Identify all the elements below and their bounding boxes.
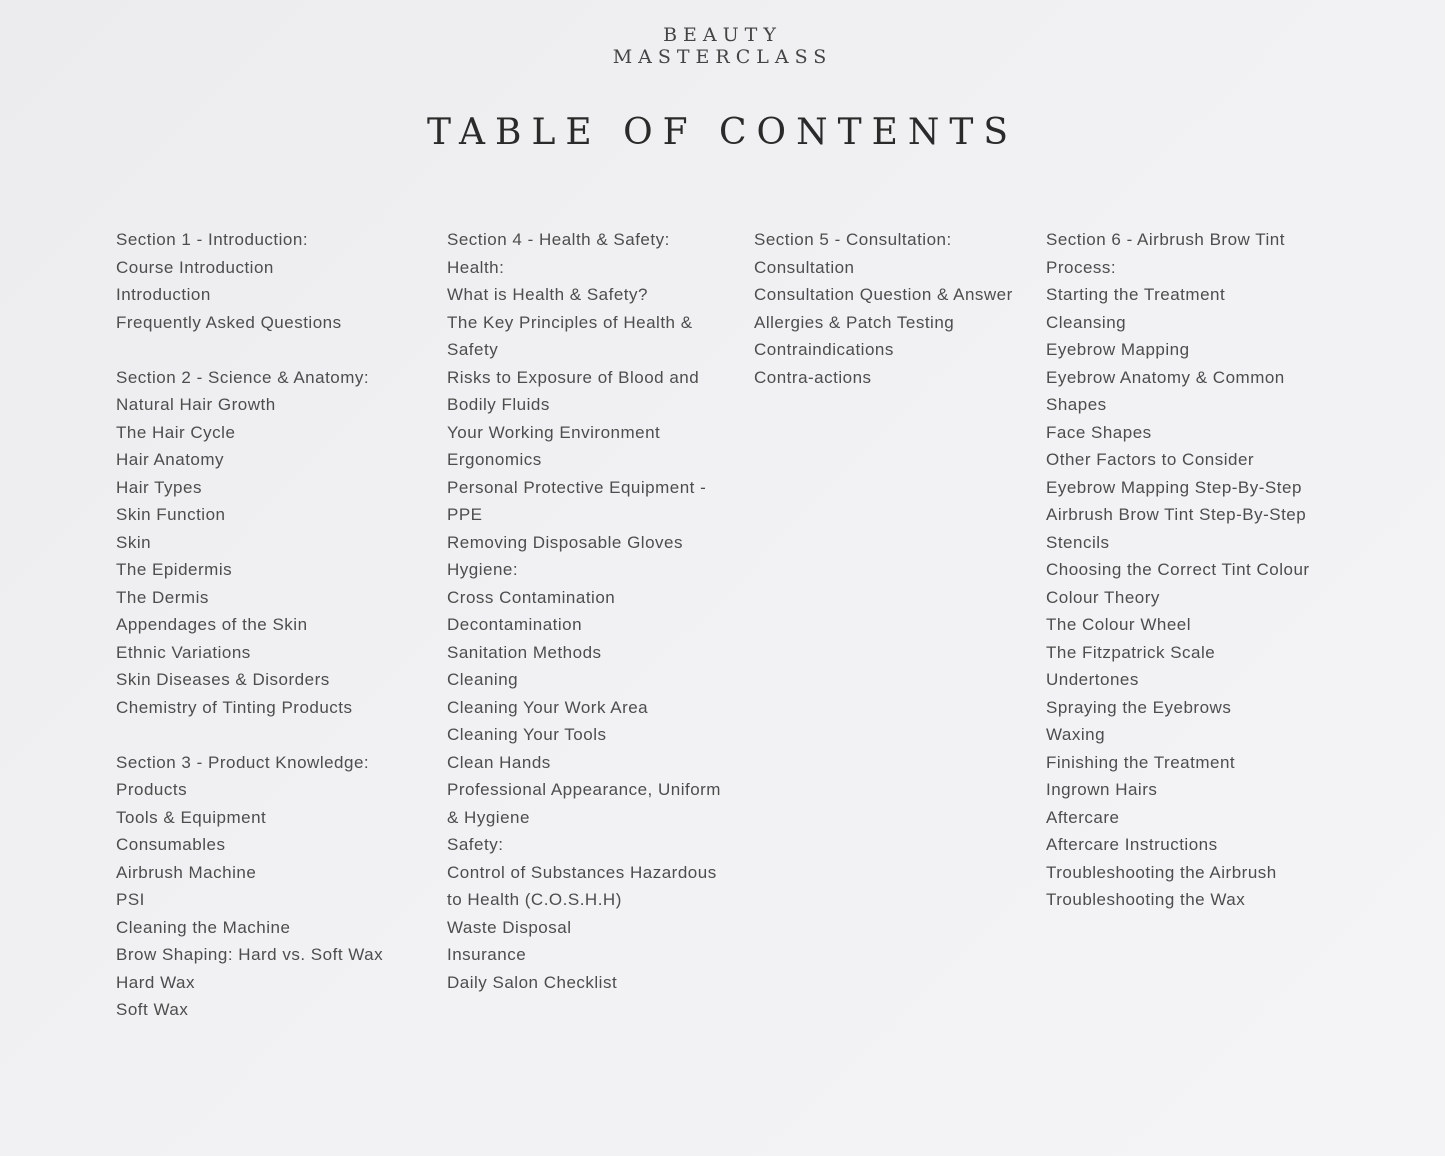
toc-entry: Bodily Fluids <box>447 395 550 414</box>
toc-entry: Skin Diseases & Disorders <box>116 670 330 689</box>
brand-logo <box>0 24 1445 68</box>
toc-entry: PPE <box>447 505 483 524</box>
toc-entry: Aftercare Instructions <box>1046 835 1218 854</box>
toc-entry: Risks to Exposure of Blood and <box>447 367 700 387</box>
toc-entry: Aftercare <box>1046 807 1120 827</box>
toc-entry: Ingrown Hairs <box>1046 780 1158 799</box>
toc-entry: Process: <box>1046 257 1117 277</box>
toc-entry: Starting the Treatment <box>1046 285 1226 304</box>
toc-column-2 <box>447 226 721 996</box>
toc-section-heading: Section 5 - Consultation: <box>754 230 952 249</box>
toc-entry: Other Factors to Consider <box>1046 450 1255 469</box>
toc-entry: Face Shapes <box>1046 422 1152 442</box>
toc-entry: Stencils <box>1046 532 1110 552</box>
toc-entry: & Hygiene <box>447 807 530 827</box>
toc-entry: Health: <box>447 257 505 277</box>
toc-entry: Cleaning <box>447 670 519 689</box>
toc-section-heading: Section 6 - Airbrush Brow Tint <box>1046 230 1285 249</box>
section-spacer <box>116 336 383 364</box>
toc-entry: Introduction <box>116 285 211 304</box>
toc-entry: Eyebrow Mapping Step-By-Step <box>1046 477 1302 497</box>
toc-entry: Colour Theory <box>1046 587 1160 607</box>
toc-entry: Waxing <box>1046 725 1106 744</box>
toc-entry: Clean Hands <box>447 752 551 772</box>
toc-entry: Cleaning Your Tools <box>447 725 607 744</box>
toc-entry: Safety <box>447 340 499 359</box>
toc-entry: Professional Appearance, Uniform <box>447 780 721 799</box>
toc-entry: Eyebrow Mapping <box>1046 340 1190 359</box>
brand-line-2: MASTERCLASS <box>612 46 833 68</box>
toc-entry: PSI <box>116 890 145 909</box>
toc-entry: Safety: <box>447 835 504 854</box>
toc-entry: Control of Substances Hazardous <box>447 862 717 882</box>
toc-entry: Your Working Environment <box>447 422 661 442</box>
toc-entry: Products <box>116 780 188 799</box>
toc-entry: Spraying the Eyebrows <box>1046 697 1232 717</box>
toc-entry: Contra-actions <box>754 367 872 387</box>
toc-entry: Insurance <box>447 945 527 964</box>
section-spacer <box>116 721 383 749</box>
toc-entry: Skin Function <box>116 505 226 524</box>
brand-line-1: BEAUTY <box>663 24 782 46</box>
toc-entry: Consultation <box>754 257 855 277</box>
toc-entry: Hygiene: <box>447 560 519 579</box>
toc-entry: Personal Protective Equipment - <box>447 477 707 497</box>
toc-entry: Allergies & Patch Testing <box>754 312 955 332</box>
toc-entry: Airbrush Machine <box>116 862 257 882</box>
page-title: TABLE OF CONTENTS <box>426 112 1019 153</box>
toc-entry: Airbrush Brow Tint Step-By-Step <box>1046 505 1307 524</box>
toc-entry: Shapes <box>1046 395 1107 414</box>
toc-entry: Natural Hair Growth <box>116 395 276 414</box>
toc-column-4 <box>1046 226 1310 914</box>
toc-entry: to Health (C.O.S.H.H) <box>447 890 622 909</box>
toc-entry: The Colour Wheel <box>1046 615 1192 634</box>
toc-entry: Decontamination <box>447 615 583 634</box>
toc-entry: Daily Salon Checklist <box>447 972 618 992</box>
toc-entry: Ethnic Variations <box>116 642 251 662</box>
toc-entry: Cleaning Your Work Area <box>447 697 649 717</box>
toc-entry: Hair Types <box>116 477 202 497</box>
toc-section-heading: Section 3 - Product Knowledge: <box>116 752 370 772</box>
toc-entry: Hair Anatomy <box>116 450 225 469</box>
toc-entry: Choosing the Correct Tint Colour <box>1046 560 1310 579</box>
toc-entry: What is Health & Safety? <box>447 285 648 304</box>
toc-section-heading: Section 1 - Introduction: <box>116 230 309 249</box>
toc-entry: Undertones <box>1046 670 1139 689</box>
toc-entry: The Fitzpatrick Scale <box>1046 642 1216 662</box>
toc-entry: Chemistry of Tinting Products <box>116 697 353 717</box>
toc-section-heading: Section 4 - Health & Safety: <box>447 230 670 249</box>
toc-entry: Hard Wax <box>116 972 195 992</box>
toc-entry: The Dermis <box>116 587 209 607</box>
toc-entry: Frequently Asked Questions <box>116 312 342 332</box>
toc-section-heading: Section 2 - Science & Anatomy: <box>116 367 370 387</box>
toc-column-1 <box>116 226 383 1024</box>
toc-entry: Tools & Equipment <box>116 807 267 827</box>
toc-entry: Waste Disposal <box>447 917 572 937</box>
toc-entry: The Epidermis <box>116 560 233 579</box>
toc-entry: Cleansing <box>1046 312 1127 332</box>
toc-entry: Consumables <box>116 835 226 854</box>
toc-entry: Eyebrow Anatomy & Common <box>1046 367 1285 387</box>
toc-entry: Troubleshooting the Wax <box>1046 890 1246 909</box>
toc-column-3 <box>754 226 1013 391</box>
toc-entry: Soft Wax <box>116 1000 189 1019</box>
toc-entry: Appendages of the Skin <box>116 615 308 634</box>
toc-entry: Finishing the Treatment <box>1046 752 1236 772</box>
toc-entry: Sanitation Methods <box>447 642 602 662</box>
toc-entry: Cross Contamination <box>447 587 616 607</box>
toc-entry: Cleaning the Machine <box>116 917 291 937</box>
toc-entry: Consultation Question & Answer <box>754 285 1013 304</box>
toc-entry: Brow Shaping: Hard vs. Soft Wax <box>116 945 384 964</box>
toc-entry: Course Introduction <box>116 257 274 277</box>
toc-entry: Troubleshooting the Airbrush <box>1046 862 1277 882</box>
toc-entry: The Key Principles of Health & <box>447 312 693 332</box>
toc-entry: Skin <box>116 532 152 552</box>
toc-entry: The Hair Cycle <box>116 422 236 442</box>
toc-entry: Removing Disposable Gloves <box>447 532 683 552</box>
toc-entry: Contraindications <box>754 340 894 359</box>
toc-entry: Ergonomics <box>447 450 542 469</box>
